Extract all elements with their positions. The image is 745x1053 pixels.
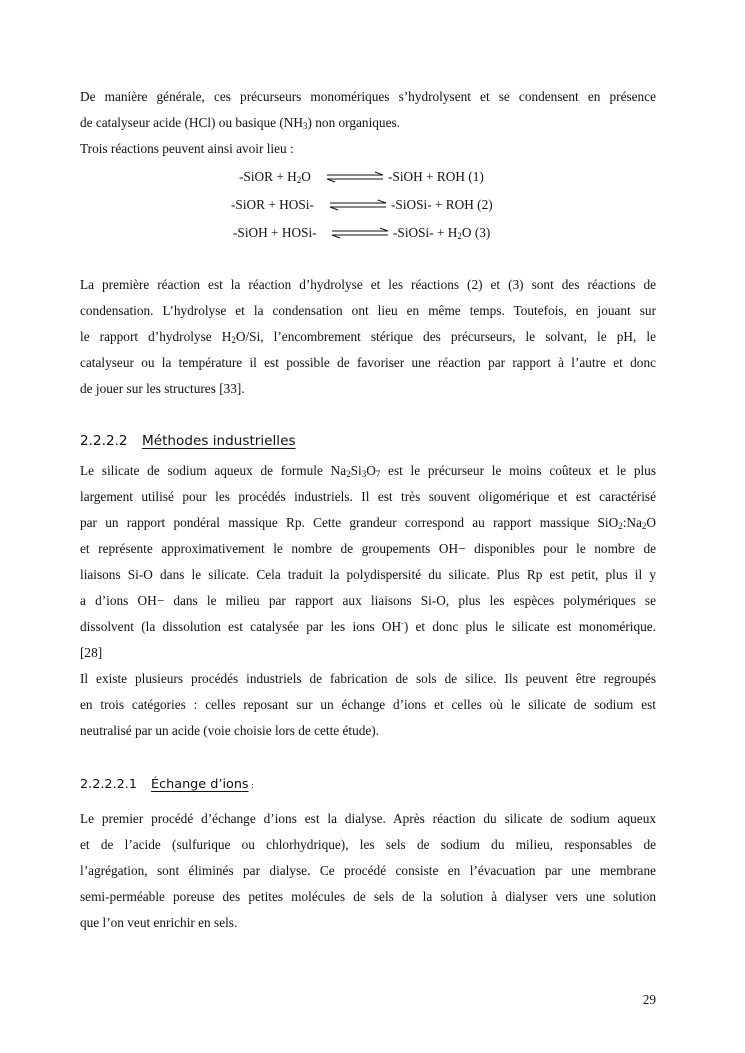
paragraph-1-line-2: condensation. L’hydrolyse et la condensation ont lieu en même temps. Toutefois, en jouant sur xyxy=(80,303,656,318)
equilibrium-arrow-icon xyxy=(325,171,385,183)
paragraph-1-line-5: de jouer sur les structures [33]. xyxy=(80,381,245,396)
intro-line-2: de catalyseur acide (HCl) ou basique $(NH_3)$ non organiques. xyxy=(80,115,400,131)
paragraph-2-line-6: a d’ions OH− dans le milieu par rapport aux liaisons Si-O, plus les espèces polymériques se xyxy=(80,593,656,608)
paragraph-1-line-1: La première réaction est la réaction d’hydrolyse et les réactions (2) et (3) sont des réactions de xyxy=(80,277,656,292)
reaction-1-reactants: -SiOR + $H_2O$ xyxy=(239,169,311,185)
paragraph-4-line-3: l’agrégation, sont éliminés par dialyse. Ce procédé consiste en l’évacuation par une membrane xyxy=(80,863,656,878)
equilibrium-arrow-icon xyxy=(330,227,390,239)
paragraph-4-line-5: que l’on veut enrichir en sels. xyxy=(80,915,238,930)
paragraph-2-line-1: Le silicate de sodium aqueux de formule $Na_2Si_3O_7$ est le précurseur le moins coûteux et le plus xyxy=(80,463,656,479)
paragraph-4-line-1: Le premier procédé d’échange d’ions est la dialyse. Après réaction du silicate de sodium aqueux xyxy=(80,811,656,826)
reaction-3-products: -SiOSi- + $H_2O$ (3) xyxy=(393,225,491,241)
section-number: 2.2.2.2.1 xyxy=(80,777,137,792)
intro-line-1: De manière générale, ces précurseurs monomériques s’hydrolysent et se condensent en présence xyxy=(80,89,656,104)
paragraph-2-line-7: dissolvent (la dissolution est catalysée par les ions OH-) et donc plus le silicate est monomérique. xyxy=(80,619,657,634)
section-heading-echange-ions xyxy=(80,776,254,795)
reaction-3-reactants: -SiOH + HOSi- xyxy=(233,225,317,240)
reaction-1-products: -SiOH + ROH (1) xyxy=(388,169,484,184)
paragraph-2-line-5: liaisons Si-O dans le silicate. Cela traduit la polydispersité du silicate. Plus Rp est petit, plus il y xyxy=(80,567,656,582)
reaction-2-products: -SiOSi- + ROH (2) xyxy=(391,197,493,212)
paragraph-4-line-2: et de l’acide (sulfurique ou chlorhydrique), les sels de sodium du milieu, responsables de xyxy=(80,837,656,852)
paragraph-3-line-1: Il existe plusieurs procédés industriels de fabrication de sols de silice. Ils peuvent être regroupés xyxy=(80,671,656,686)
section-heading-methodes-industrielles xyxy=(80,432,296,450)
section-number: 2.2.2.2 xyxy=(80,433,128,449)
section-title: Méthodes industrielles xyxy=(142,433,296,449)
paragraph-1-line-3: le rapport d’hydrolyse $H_2O/Si$, l’encombrement stérique des précurseurs, le solvant, le pH, le xyxy=(80,329,656,345)
paragraph-3-line-3: neutralisé par un acide (voie choisie lors de cette étude). xyxy=(80,723,380,738)
paragraph-2-line-2: largement utilisé pour les procédés industriels. Il est très souvent oligomérique et est caractérisé xyxy=(80,489,656,504)
paragraph-2-line-8: [28] xyxy=(80,645,103,660)
paragraph-2-line-3: par un rapport pondéral massique Rp. Cette grandeur correspond au rapport massique $SiO_2:Na_2O$ xyxy=(80,515,656,531)
paragraph-2-line-4: et représente approximativement le nombre de groupements OH− disponibles pour le nombre de xyxy=(80,541,656,556)
paragraph-3-line-2: en trois catégories : celles reposant sur un échange d’ions et celles où le silicate de sodium est xyxy=(80,697,656,712)
page-number: 29 xyxy=(642,992,656,1007)
equilibrium-arrow-icon xyxy=(328,199,388,211)
section-title-suffix: : xyxy=(248,781,254,790)
section-title: Échange d’ions xyxy=(151,777,249,792)
reaction-2-reactants: -SiOR + HOSi- xyxy=(231,197,314,212)
paragraph-1-line-4: catalyseur ou la température il est possible de favoriser une réaction par rapport à l’autre et donc xyxy=(80,355,656,370)
intro-line-3: Trois réactions peuvent ainsi avoir lieu : xyxy=(80,141,294,156)
paragraph-4-line-4: semi-perméable poreuse des petites molécules de sels de la solution à dialyser vers une solution xyxy=(80,889,656,904)
